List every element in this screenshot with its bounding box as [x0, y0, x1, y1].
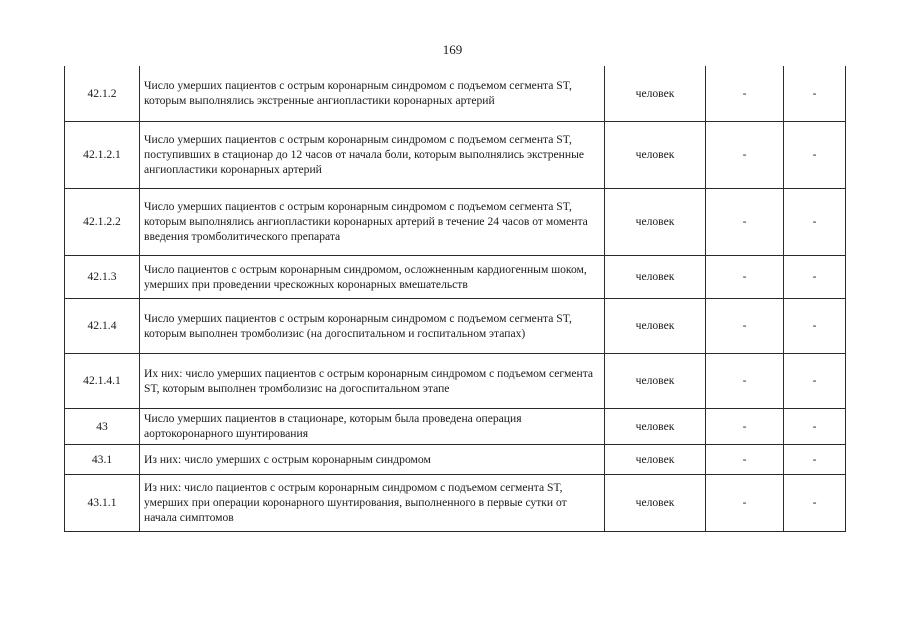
row-number: 43.1.1	[65, 474, 140, 531]
row-value-2: -	[784, 66, 846, 121]
row-description: Число умерших пациентов в стационаре, которым была проведена операция аортокоронарного шунтирования	[140, 408, 605, 444]
row-description: Число пациентов с острым коронарным синдромом, осложненным кардиогенным шоком, умерших при проведении чрескожных коронарных вмешательств	[140, 255, 605, 298]
page-number: 169	[442, 42, 463, 57]
row-value-1: -	[706, 408, 784, 444]
row-value-1: -	[706, 66, 784, 121]
row-description: Число умерших пациентов с острым коронарным синдромом с подъемом сегмента ST, поступивших в стационар до 12 часов от начала боли, которым выполнялись экстренные ангиопластики коронарных артерий	[140, 121, 605, 188]
row-description: Число умерших пациентов с острым коронарным синдромом с подъемом сегмента ST, которым выполнен тромболизис (на догоспитальном и госпитальном этапах)	[140, 298, 605, 353]
row-value-1: -	[706, 121, 784, 188]
row-unit: человек	[605, 353, 706, 408]
row-number: 42.1.2.1	[65, 121, 140, 188]
row-value-2: -	[784, 444, 846, 474]
row-unit: человек	[605, 444, 706, 474]
row-unit: человек	[605, 188, 706, 255]
row-number: 42.1.4.1	[65, 353, 140, 408]
row-unit: человек	[605, 474, 706, 531]
table-row	[65, 298, 846, 353]
row-value-2: -	[784, 188, 846, 255]
row-unit: человек	[605, 66, 706, 121]
row-value-2: -	[784, 353, 846, 408]
table-row	[65, 353, 846, 408]
row-value-1: -	[706, 255, 784, 298]
row-description: Их них: число умерших пациентов с острым коронарным синдромом с подъемом сегмента ST, которым выполнен тромболизис на догоспитальном этапе	[140, 353, 605, 408]
row-value-1: -	[706, 353, 784, 408]
row-description: Число умерших пациентов с острым коронарным синдромом с подъемом сегмента ST, которым выполнялись экстренные ангиопластики коронарных артерий	[140, 66, 605, 121]
table-row	[65, 444, 846, 474]
row-value-1: -	[706, 188, 784, 255]
row-value-2: -	[784, 298, 846, 353]
row-value-2: -	[784, 121, 846, 188]
table-row	[65, 255, 846, 298]
table-row	[65, 188, 846, 255]
row-number: 42.1.3	[65, 255, 140, 298]
row-unit: человек	[605, 408, 706, 444]
row-unit: человек	[605, 255, 706, 298]
row-description: Число умерших пациентов с острым коронарным синдромом с подъемом сегмента ST, которым выполнялись ангиопластики коронарных артерий в течение 24 часов от момента введения тромболитического препарата	[140, 188, 605, 255]
row-unit: человек	[605, 121, 706, 188]
row-description: Из них: число умерших с острым коронарным синдромом	[140, 444, 605, 474]
row-number: 42.1.2	[65, 66, 140, 121]
table-row	[65, 121, 846, 188]
row-description: Из них: число пациентов с острым коронарным синдромом с подъемом сегмента ST, умерших при операции коронарного шунтирования, выполненного в первые сутки от начала симптомов	[140, 474, 605, 531]
row-value-2: -	[784, 255, 846, 298]
row-value-1: -	[706, 444, 784, 474]
row-unit: человек	[605, 298, 706, 353]
row-value-2: -	[784, 408, 846, 444]
row-value-1: -	[706, 474, 784, 531]
table-row	[65, 474, 846, 531]
indicators-table	[64, 66, 846, 532]
row-number: 43	[65, 408, 140, 444]
row-value-2: -	[784, 474, 846, 531]
row-number: 43.1	[65, 444, 140, 474]
row-number: 42.1.4	[65, 298, 140, 353]
row-number: 42.1.2.2	[65, 188, 140, 255]
table-row	[65, 66, 846, 121]
row-value-1: -	[706, 298, 784, 353]
table-row	[65, 408, 846, 444]
